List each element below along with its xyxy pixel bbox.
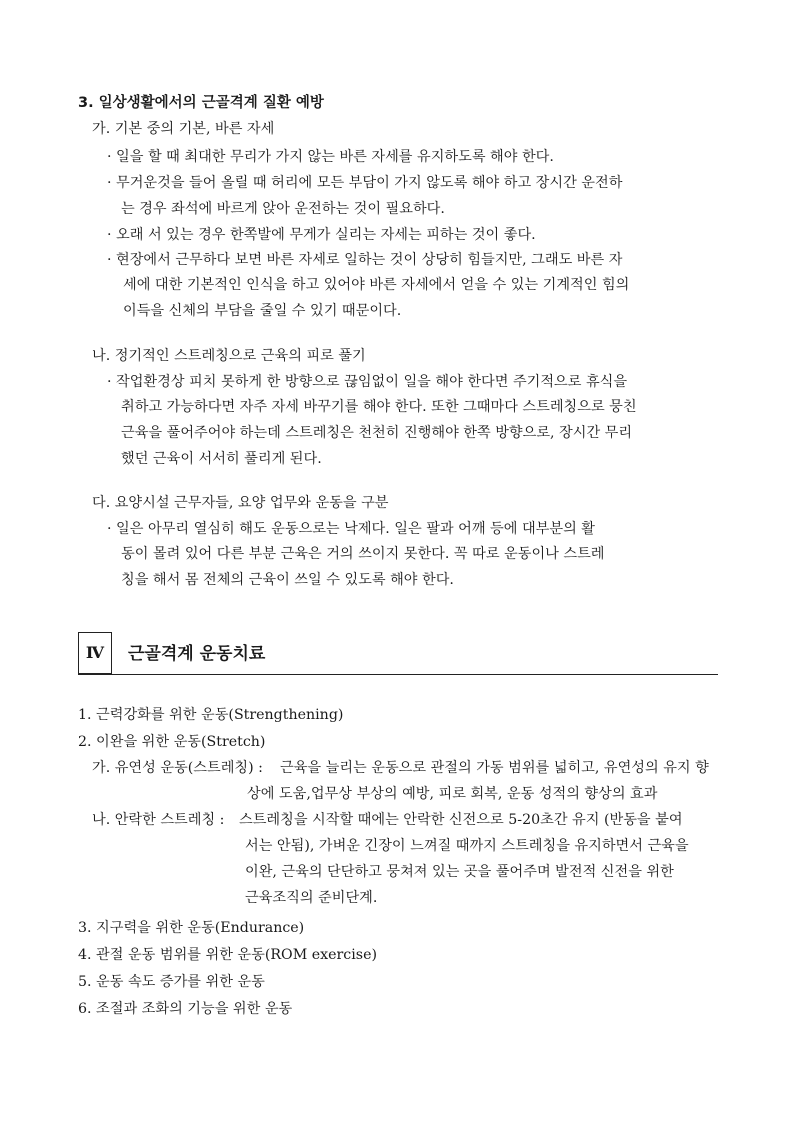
bullet-line: · 일을 할 때 최대한 무리가 가지 않는 바른 자세를 유지하도록 해야 한다. [107,149,554,165]
bullet-continuation: 이득을 신체의 부담을 줄일 수 있기 때문이다. [123,303,402,319]
subsection-ga-heading: 가. 기본 중의 기본, 바른 자세 [92,121,275,137]
bullet-continuation: 했던 근육이 서서히 풀리게 된다. [121,451,322,467]
list-item: 1. 근력강화를 위한 운동(Strengthening) [78,707,344,723]
stretch-type-description: 근육을 늘리는 운동으로 관절의 가동 범위를 넓히고, 유연성의 유지 향 [280,760,709,776]
bullet-line: · 오래 서 있는 경우 한쪽발에 무게가 실리는 자세는 피하는 것이 좋다. [107,227,536,243]
list-item: 5. 운동 속도 증가를 위한 운동 [78,974,265,990]
subsection-da-heading: 다. 요양시설 근무자들, 요양 업무와 운동을 구분 [92,495,389,511]
bullet-continuation: 칭을 해서 몸 전체의 근육이 쓰일 수 있도록 해야 한다. [121,572,454,588]
bullet-line: · 일은 아무리 열심히 해도 운동으로는 낙제다. 일은 팔과 어깨 등에 대부분의 활 [107,521,595,537]
stretch-type-label: 가. 유연성 운동(스트레칭) : [92,760,263,776]
section-4-numeral-box: Ⅳ [78,632,112,674]
bullet-continuation: 는 경우 좌석에 바르게 앉아 운전하는 것이 필요하다. [121,201,445,217]
bullet-continuation: 동이 몰려 있어 다른 부분 근육은 거의 쓰이지 못한다. 꼭 따로 운동이나 스트레 [121,546,605,562]
bullet-line: · 작업환경상 피치 못하게 한 방향으로 끊임없이 일을 해야 한다면 주기적으로 휴식을 [107,374,628,390]
list-item: 6. 조절과 조화의 기능을 위한 운동 [78,1001,293,1017]
list-item: 3. 지구력을 위한 운동(Endurance) [78,920,305,936]
section-4-title: 근골격계 운동치료 [128,644,266,664]
bullet-continuation: 취하고 가능하다면 자주 자세 바꾸기를 해야 한다. 또한 그때마다 스트레칭으로 뭉친 [121,399,637,415]
stretch-type-label: 나. 안락한 스트레칭 : [92,812,225,828]
section-3-title: 3. 일상생활에서의 근골격계 질환 예방 [78,95,324,111]
list-item: 4. 관절 운동 범위를 위한 운동(ROM exercise) [78,947,377,963]
section-4-underline [78,674,718,675]
bullet-continuation: 세에 대한 기본적인 인식을 하고 있어야 바른 자세에서 얻을 수 있는 기계적인 힘의 [123,277,630,293]
stretch-type-description: 스트레칭을 시작할 때에는 안락한 신전으로 5-20초간 유지 (반동을 붙여 [239,812,683,828]
list-item: 2. 이완을 위한 운동(Stretch) [78,734,266,750]
bullet-line: · 현장에서 근무하다 보면 바른 자세로 일하는 것이 상당히 힘들지만, 그래도 바른 자 [107,252,623,268]
bullet-continuation: 근육을 풀어주어야 하는데 스트레칭은 천천히 진행해야 한쪽 방향으로, 장시간 무리 [121,425,633,441]
bullet-line: · 무거운것을 들어 올릴 때 허리에 모든 부담이 가지 않도록 해야 하고 장시간 운전하 [107,175,623,191]
stretch-type-description: 이완, 근육의 단단하고 뭉쳐져 있는 곳을 풀어주며 발전적 신전을 위한 [245,864,674,880]
subsection-na-heading: 나. 정기적인 스트레칭으로 근육의 피로 풀기 [92,348,366,364]
stretch-type-description: 근육조직의 준비단계. [245,890,378,906]
stretch-type-description: 상에 도움,업무상 부상의 예방, 피로 회복, 운동 성적의 향상의 효과 [247,786,658,802]
stretch-type-description: 서는 안됨), 가벼운 긴장이 느껴질 때까지 스트레칭을 유지하면서 근육을 [245,838,689,854]
